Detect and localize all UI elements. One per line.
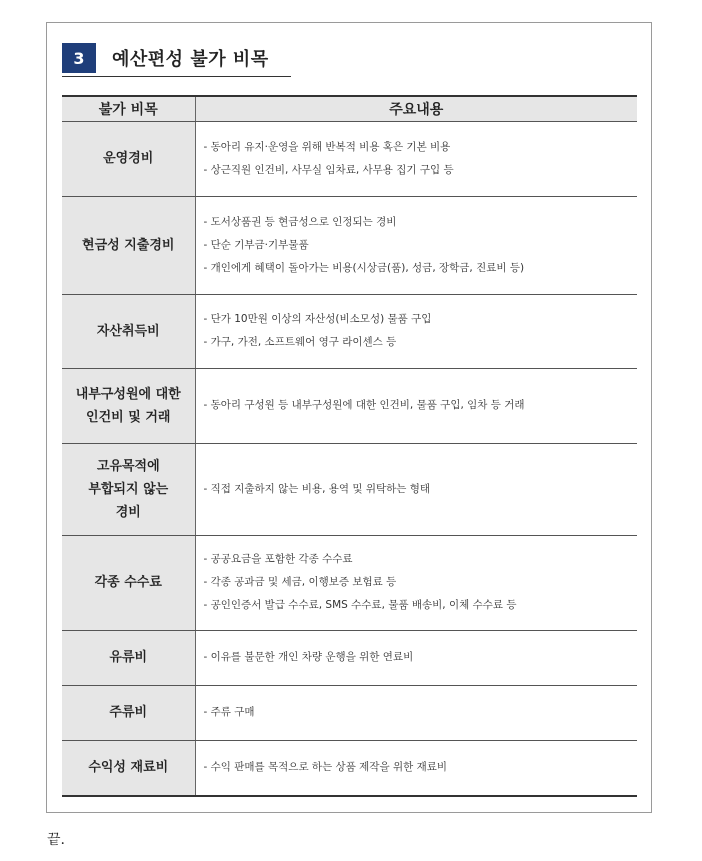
content-item: - 각종 공과금 및 세금, 이행보증 보험료 등 [203, 576, 397, 588]
category-line: 운영경비 [103, 151, 154, 166]
category-line: 고유목적에 [96, 458, 160, 474]
row-category [62, 443, 195, 535]
category-line: 현금성 지출경비 [82, 237, 175, 253]
row-category [62, 740, 195, 796]
table-row [62, 685, 637, 740]
row-content [195, 740, 637, 796]
header-content: 주요내용 [195, 96, 637, 121]
content-item: - 공인인증서 발급 수수료, SMS 수수료, 물품 배송비, 이체 수수료 등 [203, 599, 517, 611]
category-line: 유류비 [109, 650, 148, 665]
row-content [195, 294, 637, 368]
section-title-underline [62, 76, 291, 77]
row-category [62, 368, 195, 443]
header-category: 불가 비목 [62, 96, 195, 121]
row-content [195, 535, 637, 630]
category-line: 부합되지 않는 [88, 481, 169, 497]
table-row [62, 294, 637, 368]
content-item: - 공공요금을 포함한 각종 수수료 [203, 553, 353, 565]
content-item: - 도서상품권 등 현금성으로 인정되는 경비 [203, 215, 397, 228]
content-item: - 개인에게 혜택이 돌아가는 비용(시상금(품), 성금, 장학금, 진료비 등) [203, 261, 525, 274]
row-category [62, 196, 195, 294]
row-content [195, 685, 637, 740]
content-item: - 직접 지출하지 않는 비용, 용역 및 위탁하는 형태 [203, 482, 431, 495]
category-line: 경비 [115, 504, 141, 520]
section-heading [62, 43, 269, 73]
content-item: - 동아리 유지·운영을 위해 반복적 비용 혹은 기본 비용 [203, 140, 451, 153]
section-number-badge: 3 [62, 43, 96, 73]
content-item: - 동아리 구성원 등 내부구성원에 대한 인건비, 물품 구입, 임차 등 거래 [203, 399, 525, 411]
end-mark: 끝. [47, 832, 65, 848]
table-header-row [62, 96, 637, 121]
table-row [62, 630, 637, 685]
category-line: 수익성 재료비 [88, 760, 169, 776]
table-row [62, 121, 637, 196]
row-category [62, 294, 195, 368]
category-line: 주류비 [109, 705, 148, 720]
row-content [195, 368, 637, 443]
table-row [62, 740, 637, 796]
content-item: - 단가 10만원 이상의 자산성(비소모성) 물품 구입 [203, 313, 432, 325]
row-content [195, 121, 637, 196]
section-title: 예산편성 불가 비목 [112, 49, 269, 70]
content-item: - 단순 기부금·기부물품 [203, 238, 309, 251]
table-row [62, 535, 637, 630]
category-line: 각종 수수료 [94, 575, 162, 590]
content-item: - 가구, 가전, 소프트웨어 영구 라이센스 등 [203, 336, 397, 348]
content-item: - 주류 구매 [203, 706, 255, 718]
row-category [62, 121, 195, 196]
content-item: - 수익 판매를 목적으로 하는 상품 제작을 위한 재료비 [203, 761, 447, 774]
row-content [195, 196, 637, 294]
table-row [62, 443, 637, 535]
row-category [62, 630, 195, 685]
table-row [62, 196, 637, 294]
row-category [62, 685, 195, 740]
category-line: 내부구성원에 대한 [75, 386, 181, 402]
category-line: 자산취득비 [96, 323, 160, 339]
row-category [62, 535, 195, 630]
row-content [195, 443, 637, 535]
ineligible-budget-table [62, 95, 637, 797]
content-item: - 이유를 불문한 개인 차량 운행을 위한 연료비 [203, 651, 414, 663]
row-content [195, 630, 637, 685]
content-item: - 상근직원 인건비, 사무실 임차료, 사무용 집기 구입 등 [203, 163, 454, 176]
table-row [62, 368, 637, 443]
category-line: 인건비 및 거래 [86, 409, 171, 425]
